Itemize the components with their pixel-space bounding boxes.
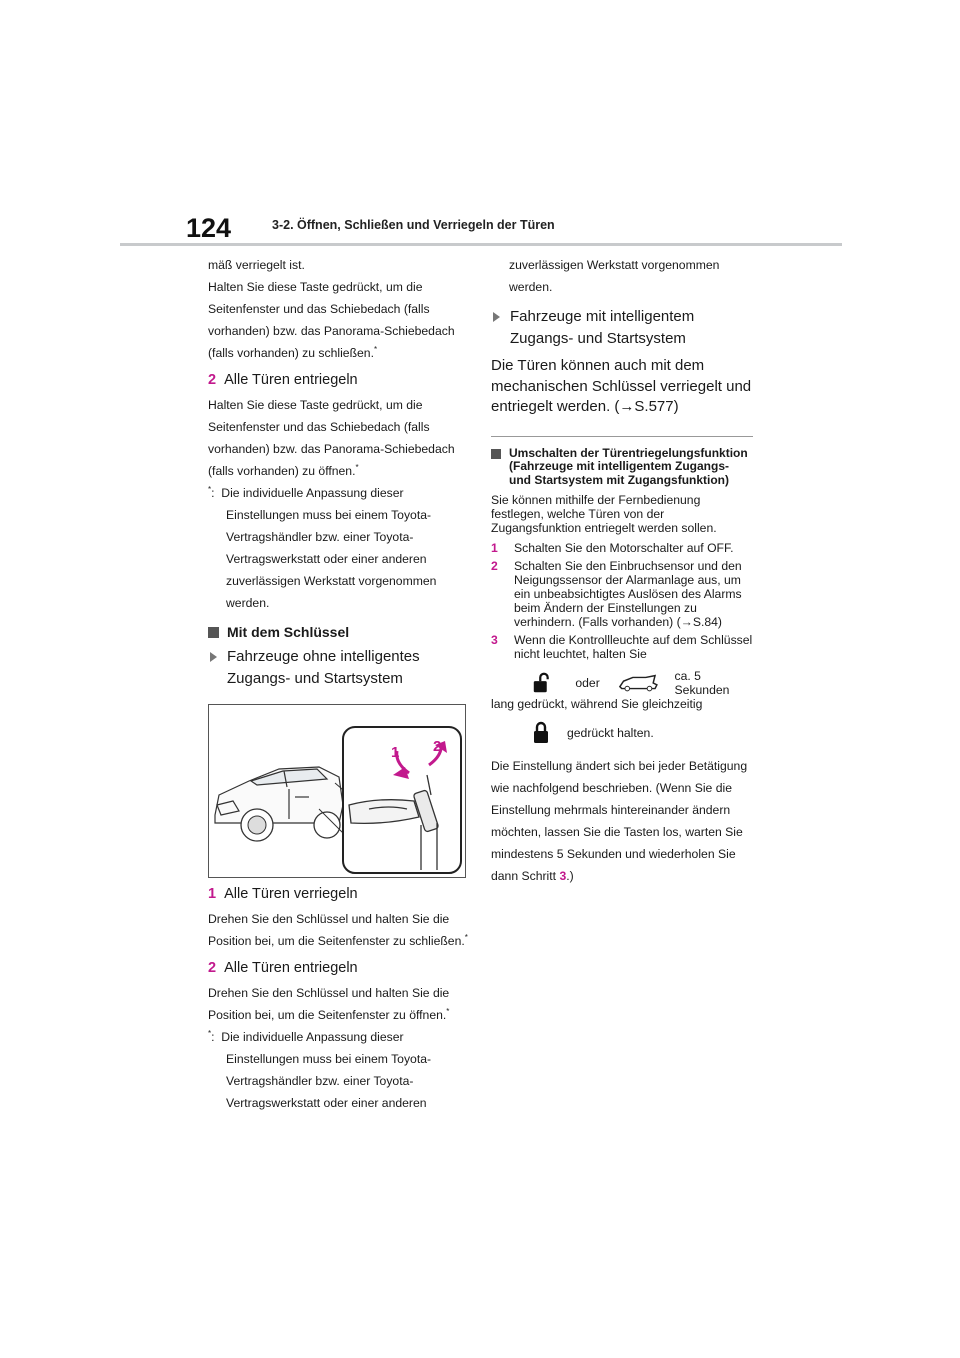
footnote-2: *: Die individuelle Anpassung dieser Einstellungen muss bei einem Toyota-Vertragshändler bzw. einer Toyota-Vertragswerkstatt oder einer anderen xyxy=(208,1028,432,1110)
section-separator xyxy=(491,436,753,437)
left-column xyxy=(208,254,470,1114)
lock-closed-icon xyxy=(531,721,553,745)
section-switch-unlock: Umschalten der Türentriegelungsfunktion (Fahrzeuge mit intelligentem Zugangs- und Startsystem mit Zugangsfunktion) xyxy=(491,447,753,488)
right-column xyxy=(491,254,753,887)
triangle-bullet-icon xyxy=(493,312,500,322)
callout-1: 1 xyxy=(391,744,400,761)
lang-gedrueckt: lang gedrückt, während Sie gleichzeitig xyxy=(491,697,703,711)
callout-2: 2 xyxy=(433,738,442,755)
page-header xyxy=(0,0,960,250)
step-2: 2 Schalten Sie den Einbruchsensor und den Neigungssensor der Alarmanlage aus, um ein unbeabsichtigtes Auslösen des Alarms beim Ändern der Einstellungen zu verhindern. (Falls vorhanden) (→S.84) xyxy=(491,559,742,629)
item-lock-key: 1 Alle Türen verriegeln xyxy=(208,886,358,902)
hold-label: gedrückt halten. xyxy=(567,726,654,740)
button-instruction-row xyxy=(491,669,753,697)
paragraph-open: Halten Sie diese Taste gedrückt, um die Seitenfenster und das Schiebedach (falls vorhanden) bzw. das Panorama-Schiebedach (falls vorhanden) zu öffnen.* xyxy=(208,398,455,478)
paragraph-lock-key: Drehen Sie den Schlüssel und halten Sie die Position bei, um die Seitenfenster zu schließen.* xyxy=(208,912,468,948)
header-rule xyxy=(120,243,842,246)
footnote: *: Die individuelle Anpassung dieser Einstellungen muss bei einem Toyota-Vertragshändler bzw. einer Toyota-Vertragswerkstatt oder einer anderen zuverlässigen Werkstatt vorgenommen werden. xyxy=(208,484,437,610)
trunk-open-icon xyxy=(618,673,659,693)
oder-label: oder xyxy=(575,676,600,690)
car-key-illustration xyxy=(209,705,465,877)
chapter-title: 3-2. Öffnen, Schließen und Verriegeln der Türen xyxy=(272,218,555,232)
subsection-no-smart: Fahrzeuge ohne intelligentes Zugangs- und Startsystem xyxy=(208,646,470,690)
rear-wheel xyxy=(314,812,340,838)
item-unlock-key: 2 Alle Türen entriegeln xyxy=(208,960,358,976)
mechanical-key-text: Die Türen können auch mit dem mechanischen Schlüssel verriegelt und entriegelt werden. (→S.577) xyxy=(491,357,752,415)
intro-line: mäß verriegelt ist. xyxy=(208,258,305,272)
switch-intro: Sie können mithilfe der Fernbedienung festlegen, welche Türen von der Zugangsfunktion entriegelt werden sollen. xyxy=(491,493,717,535)
step-1: 1 Schalten Sie den Motorschalter auf OFF. xyxy=(491,541,734,555)
page-number: 124 xyxy=(186,213,232,243)
subsection-smart: Fahrzeuge mit intelligentem Zugangs- und Startsystem xyxy=(491,306,753,350)
triangle-bullet-icon xyxy=(210,652,217,662)
closing-text: Die Einstellung ändert sich bei jeder Betätigung wie nachfolgend beschrieben. (Wenn Sie die Einstellung mehrmals hintereinander ändern möchten, lassen Sie die Tasten los, warten Sie mindestens 5 Sekunden und wiederholen Sie dann Schritt 3.) xyxy=(491,759,748,883)
footnote-2-continued: zuverlässigen Werkstatt vorgenommen werden. xyxy=(509,258,720,294)
duration-label: ca. 5 Sekunden xyxy=(674,669,730,697)
item-unlock-all: 2 Alle Türen entriegeln xyxy=(208,372,358,388)
section-key: Mit dem Schlüssel xyxy=(208,624,470,640)
square-bullet-icon xyxy=(491,449,501,459)
key-figure xyxy=(208,704,466,878)
lock-hold-row xyxy=(491,721,753,745)
lock-open-icon xyxy=(531,671,551,695)
paragraph-unlock-key: Drehen Sie den Schlüssel und halten Sie die Position bei, um die Seitenfenster zu öffnen.* xyxy=(208,986,450,1022)
step-3: 3 Wenn die Kontrollleuchte auf dem Schlüssel nicht leuchtet, halten Sie xyxy=(491,633,753,661)
square-bullet-icon xyxy=(208,627,219,638)
item-number: 2 xyxy=(208,372,217,388)
paragraph-close: Halten Sie diese Taste gedrückt, um die Seitenfenster und das Schiebedach (falls vorhanden) bzw. das Panorama-Schiebedach (falls vorhanden) zu schließen.* xyxy=(208,280,455,360)
